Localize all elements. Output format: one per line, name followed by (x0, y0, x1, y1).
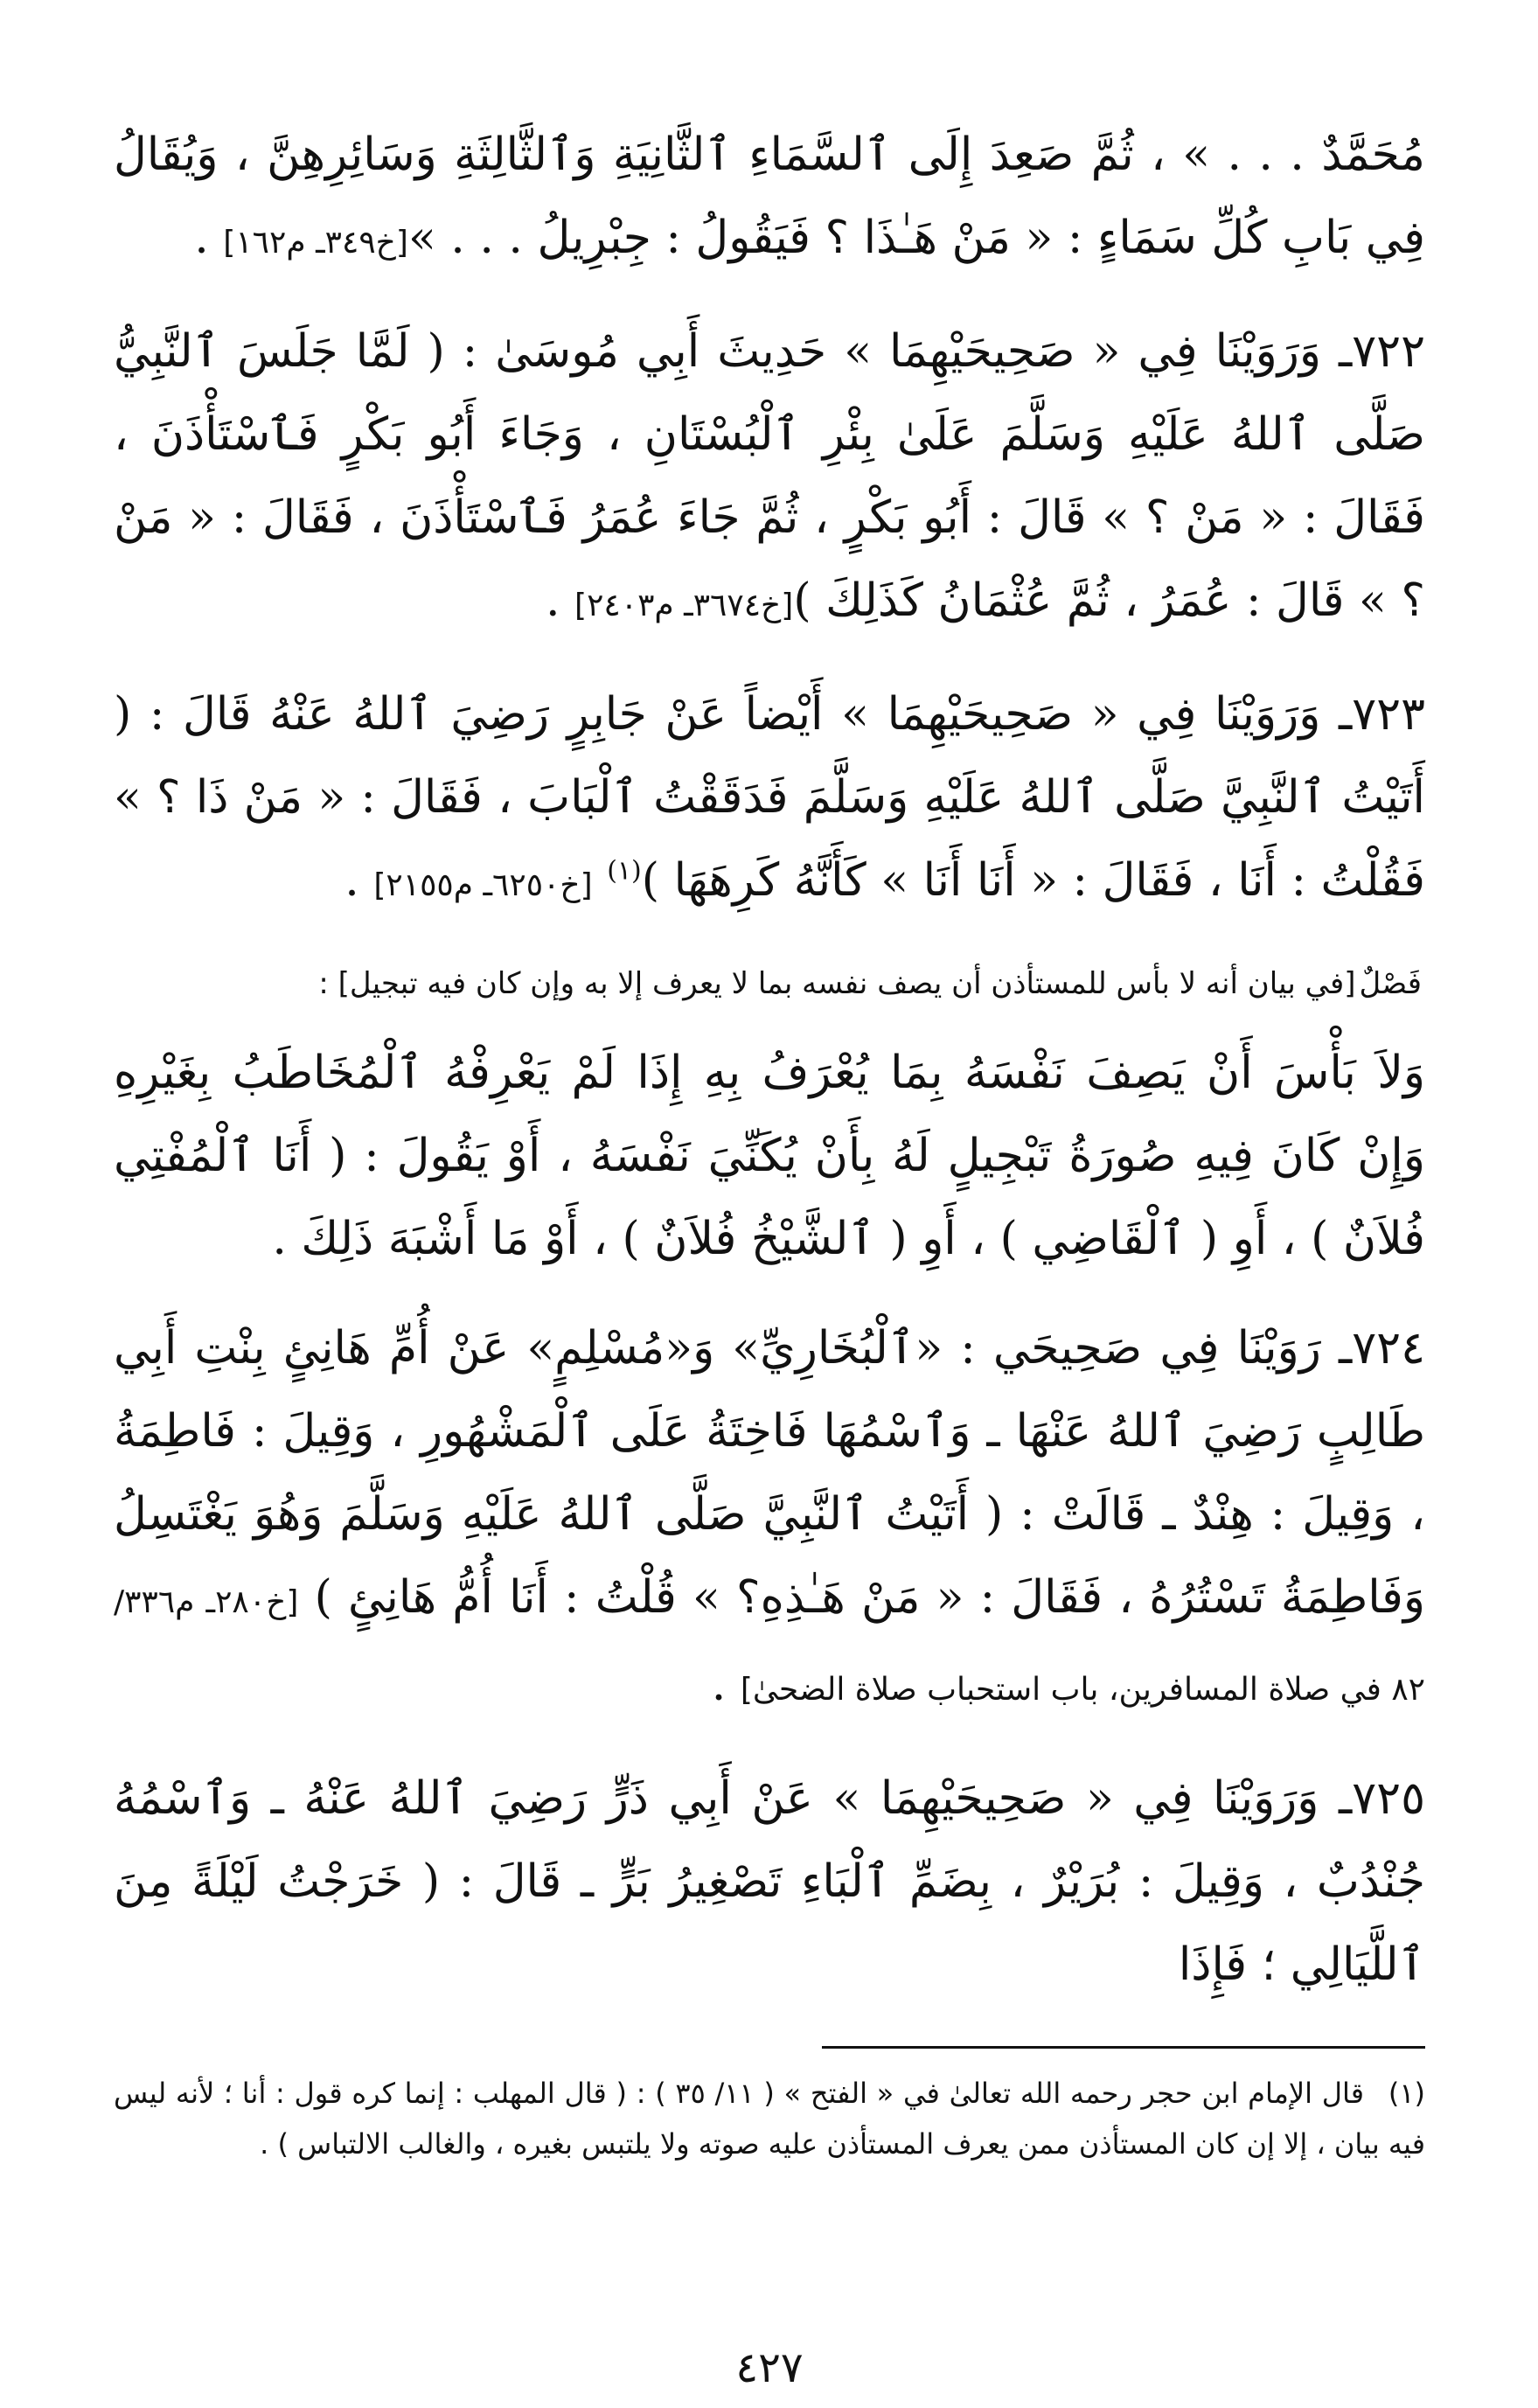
paragraph-text: مُحَمَّدٌ . . . » ، ثُمَّ صَعِدَ إِلَى ٱلسَّمَاءِ ٱلثَّانِيَةِ وَٱلثَّالِثَةِ وَسَائِرِهِنَّ ، وَيُقَالُ فِي بَابِ كُلِّ سَمَاءٍ : « مَنْ هَـٰذَا ؟ فَيَقُولُ : جِبْرِيلُ . . . » (114, 129, 1425, 264)
footnotes (114, 2068, 1425, 2169)
section-title: [في بيان أنه لا بأس للمستأذن أن يصف نفسه بما لا يعرف إلا به وإن كان فيه تبجيل] : (318, 966, 1356, 1001)
hadith-reference: [خ٢٨٠ـ م٣٣٦/ ٨٢ في صلاة المسافرين، باب استحباب صلاة الضحىٰ] (114, 1584, 1425, 1708)
footnote-text: قال الإمام ابن حجر رحمه الله تعالىٰ في « الفتح » ( ١١/ ٣٥ ) : ( قال المهلب : إنما كره قول : أنا ؛ لأنه ليس فيه بيان ، إلا إن كان المستأذن ممن يعرف المستأذن عليه صوته ولا يلتبس بغيره ، والغالب الالتباس ) . (114, 2077, 1425, 2161)
book-page (114, 114, 1426, 2392)
paragraph-tail: . (194, 212, 224, 264)
paragraph-hadith-724 (114, 1307, 1425, 1731)
paragraph-hadith-722 (114, 310, 1425, 647)
page-number: ٤٢٧ (735, 2343, 804, 2392)
section-mark: فَصْلٌ (1359, 966, 1422, 1001)
hadith-reference: [خ٣٤٩ـ م١٦٢] (223, 225, 408, 261)
paragraph-section-body (114, 1032, 1425, 1281)
section-heading (114, 953, 1425, 1014)
paragraph-tail: . (711, 1659, 741, 1711)
footnote-marker: (١) (607, 855, 642, 887)
footnote-number: (١) (1388, 2077, 1426, 2110)
paragraph-text: ٧٢٣ـ وَرَوَيْنَا فِي « صَحِيحَيْهِمَا » أَيْضاً عَنْ جَابِرٍ رَضِيَ ٱللهُ عَنْهُ قَالَ : ( أَتَيْتُ ٱلنَّبِيَّ صَلَّى ٱللهُ عَلَيْهِ وَسَلَّمَ فَدَقَقْتُ ٱلْبَابَ ، فَقَالَ : « مَنْ ذَا ؟ » فَقُلْتُ : أَنَا ، فَقَالَ : « أَنَا أَنَا » كَأَنَّهُ كَرِهَهَا ) (114, 688, 1425, 907)
hadith-reference: [خ٦٢٥٠ـ م٢١٥٥] (373, 867, 593, 903)
paragraph-hadith-725 (114, 1757, 1425, 2007)
paragraph-continuation (114, 114, 1425, 284)
paragraph-tail: . (344, 854, 374, 907)
paragraph-text: ٧٢٥ـ وَرَوَيْنَا فِي « صَحِيحَيْهِمَا » عَنْ أَبِي ذَرٍّ رَضِيَ ٱللهُ عَنْهُ ـ وَٱسْمُهُ جُنْدُبٌ ، وَقِيلَ : بُرَيْرٌ ، بِضَمِّ ٱلْبَاءِ تَصْغِيرُ بَرٍّ ـ قَالَ : ( خَرَجْتُ لَيْلَةً مِنَ ٱللَّيَالِي ؛ فَإِذَا (114, 1772, 1425, 1991)
paragraph-text: ٧٢٤ـ رَوَيْنَا فِي صَحِيحَي : «ٱلْبُخَارِيِّ» وَ«مُسْلِمٍ» عَنْ أُمِّ هَانِئٍ بِنْتِ أَبِي طَالِبٍ رَضِيَ ٱللهُ عَنْهَا ـ وَٱسْمُهَا فَاخِتَةُ عَلَى ٱلْمَشْهُورِ ، وَقِيلَ : فَاطِمَةُ ، وَقِيلَ : هِنْدٌ ـ قَالَتْ : ( أَتَيْتُ ٱلنَّبِيَّ صَلَّى ٱللهُ عَلَيْهِ وَسَلَّمَ وَهُوَ يَغْتَسِلُ وَفَاطِمَةُ تَسْتُرُهُ ، فَقَالَ : « مَنْ هَـٰذِهِ؟ » قُلْتُ : أَنَا أُمُّ هَانِئٍ ) (114, 1322, 1426, 1624)
paragraph-text: ٧٢٢ـ وَرَوَيْنَا فِي « صَحِيحَيْهِمَا » حَدِيثَ أَبِي مُوسَىٰ : ( لَمَّا جَلَسَ ٱلنَّبِيُّ صَلَّى ٱللهُ عَلَيْهِ وَسَلَّمَ عَلَىٰ بِئْرِ ٱلْبُسْتَانِ ، وَجَاءَ أَبُو بَكْرٍ فَٱسْتَأْذَنَ ، فَقَالَ : « مَنْ ؟ » قَالَ : أَبُو بَكْرٍ ، ثُمَّ جَاءَ عُمَرُ فَٱسْتَأْذَنَ ، فَقَالَ : « مَنْ ؟ » قَالَ : عُمَرُ ، ثُمَّ عُثْمَانُ كَذَلِكَ ) (114, 325, 1425, 627)
paragraph-hadith-723 (114, 673, 1425, 927)
footnote-divider (822, 2046, 1425, 2049)
paragraph-tail: . (545, 574, 575, 627)
hadith-reference: [خ٣٦٧٤ـ م٢٤٠٣] (574, 588, 794, 623)
paragraph-text: وَلاَ بَأْسَ أَنْ يَصِفَ نَفْسَهُ بِمَا يُعْرَفُ بِهِ إِذَا لَمْ يَعْرِفْهُ ٱلْمُخَاطَبُ بِغَيْرِهِ وَإِنْ كَانَ فِيهِ صُورَةُ تَبْجِيلٍ لَهُ بِأَنْ يُكَنِّيَ نَفْسَهُ ، أَوْ يَقُولَ : ( أَنَا ٱلْمُفْتِي فُلاَنٌ ) ، أَوِ ( ٱلْقَاضِي ) ، أَوِ ( ٱلشَّيْخُ فُلاَنٌ ) ، أَوْ مَا أَشْبَهَ ذَلِكَ . (114, 1047, 1425, 1265)
